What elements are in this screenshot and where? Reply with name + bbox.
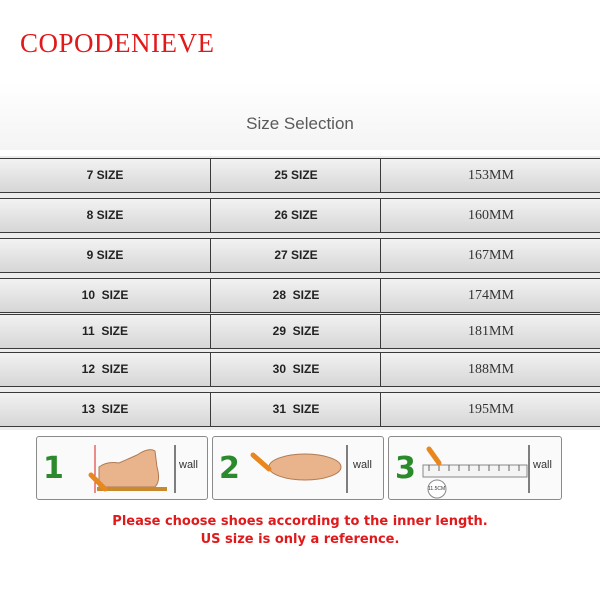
page-title: Size Selection (246, 114, 354, 133)
eu-size-cell: 27 SIZE (210, 239, 381, 272)
step-panel-3 (388, 436, 562, 500)
us-size-cell: 11 SIZE (81, 324, 129, 338)
table-row (0, 352, 600, 387)
size-table (0, 156, 600, 430)
table-row (0, 392, 600, 427)
us-size-cell: 13 SIZE (81, 402, 129, 416)
length-cell: 174MM (380, 279, 600, 312)
step-number: 2 (219, 451, 240, 486)
ruler-label: 11.5CM (428, 486, 446, 492)
us-size-cell: 10 SIZE (81, 288, 129, 302)
wall-label: wall (533, 459, 552, 471)
inner-length-note: Please choose shoes according to the inner length. (112, 514, 488, 529)
eu-size-cell: 29 SIZE (210, 315, 381, 348)
table-row (0, 314, 600, 349)
eu-size-cell: 30 SIZE (210, 353, 381, 386)
eu-size-cell: 28 SIZE (210, 279, 381, 312)
us-size-cell: 12 SIZE (81, 362, 129, 376)
length-cell: 160MM (380, 199, 600, 232)
length-cell: 181MM (380, 315, 600, 348)
step-panel-1 (36, 436, 208, 500)
table-row (0, 238, 600, 273)
step-number: 3 (395, 451, 416, 486)
us-size-cell: 9 SIZE (86, 248, 124, 262)
step-panel-2 (212, 436, 384, 500)
measure-guide (0, 430, 600, 600)
length-cell: 167MM (380, 239, 600, 272)
length-cell: 153MM (380, 159, 600, 192)
wall-label: wall (179, 459, 198, 471)
us-size-cell: 7 SIZE (86, 168, 124, 182)
us-size-note: US size is only a reference. (200, 532, 400, 547)
step-number: 1 (43, 451, 64, 486)
eu-size-cell: 25 SIZE (210, 159, 381, 192)
length-cell: 188MM (380, 353, 600, 386)
us-size-cell: 8 SIZE (86, 208, 124, 222)
eu-size-cell: 31 SIZE (210, 393, 381, 426)
wall-label: wall (353, 459, 372, 471)
table-row (0, 158, 600, 193)
length-cell: 195MM (380, 393, 600, 426)
brand-logo: COPODENIEVE (20, 28, 215, 58)
table-row (0, 198, 600, 233)
table-row (0, 278, 600, 313)
eu-size-cell: 26 SIZE (210, 199, 381, 232)
